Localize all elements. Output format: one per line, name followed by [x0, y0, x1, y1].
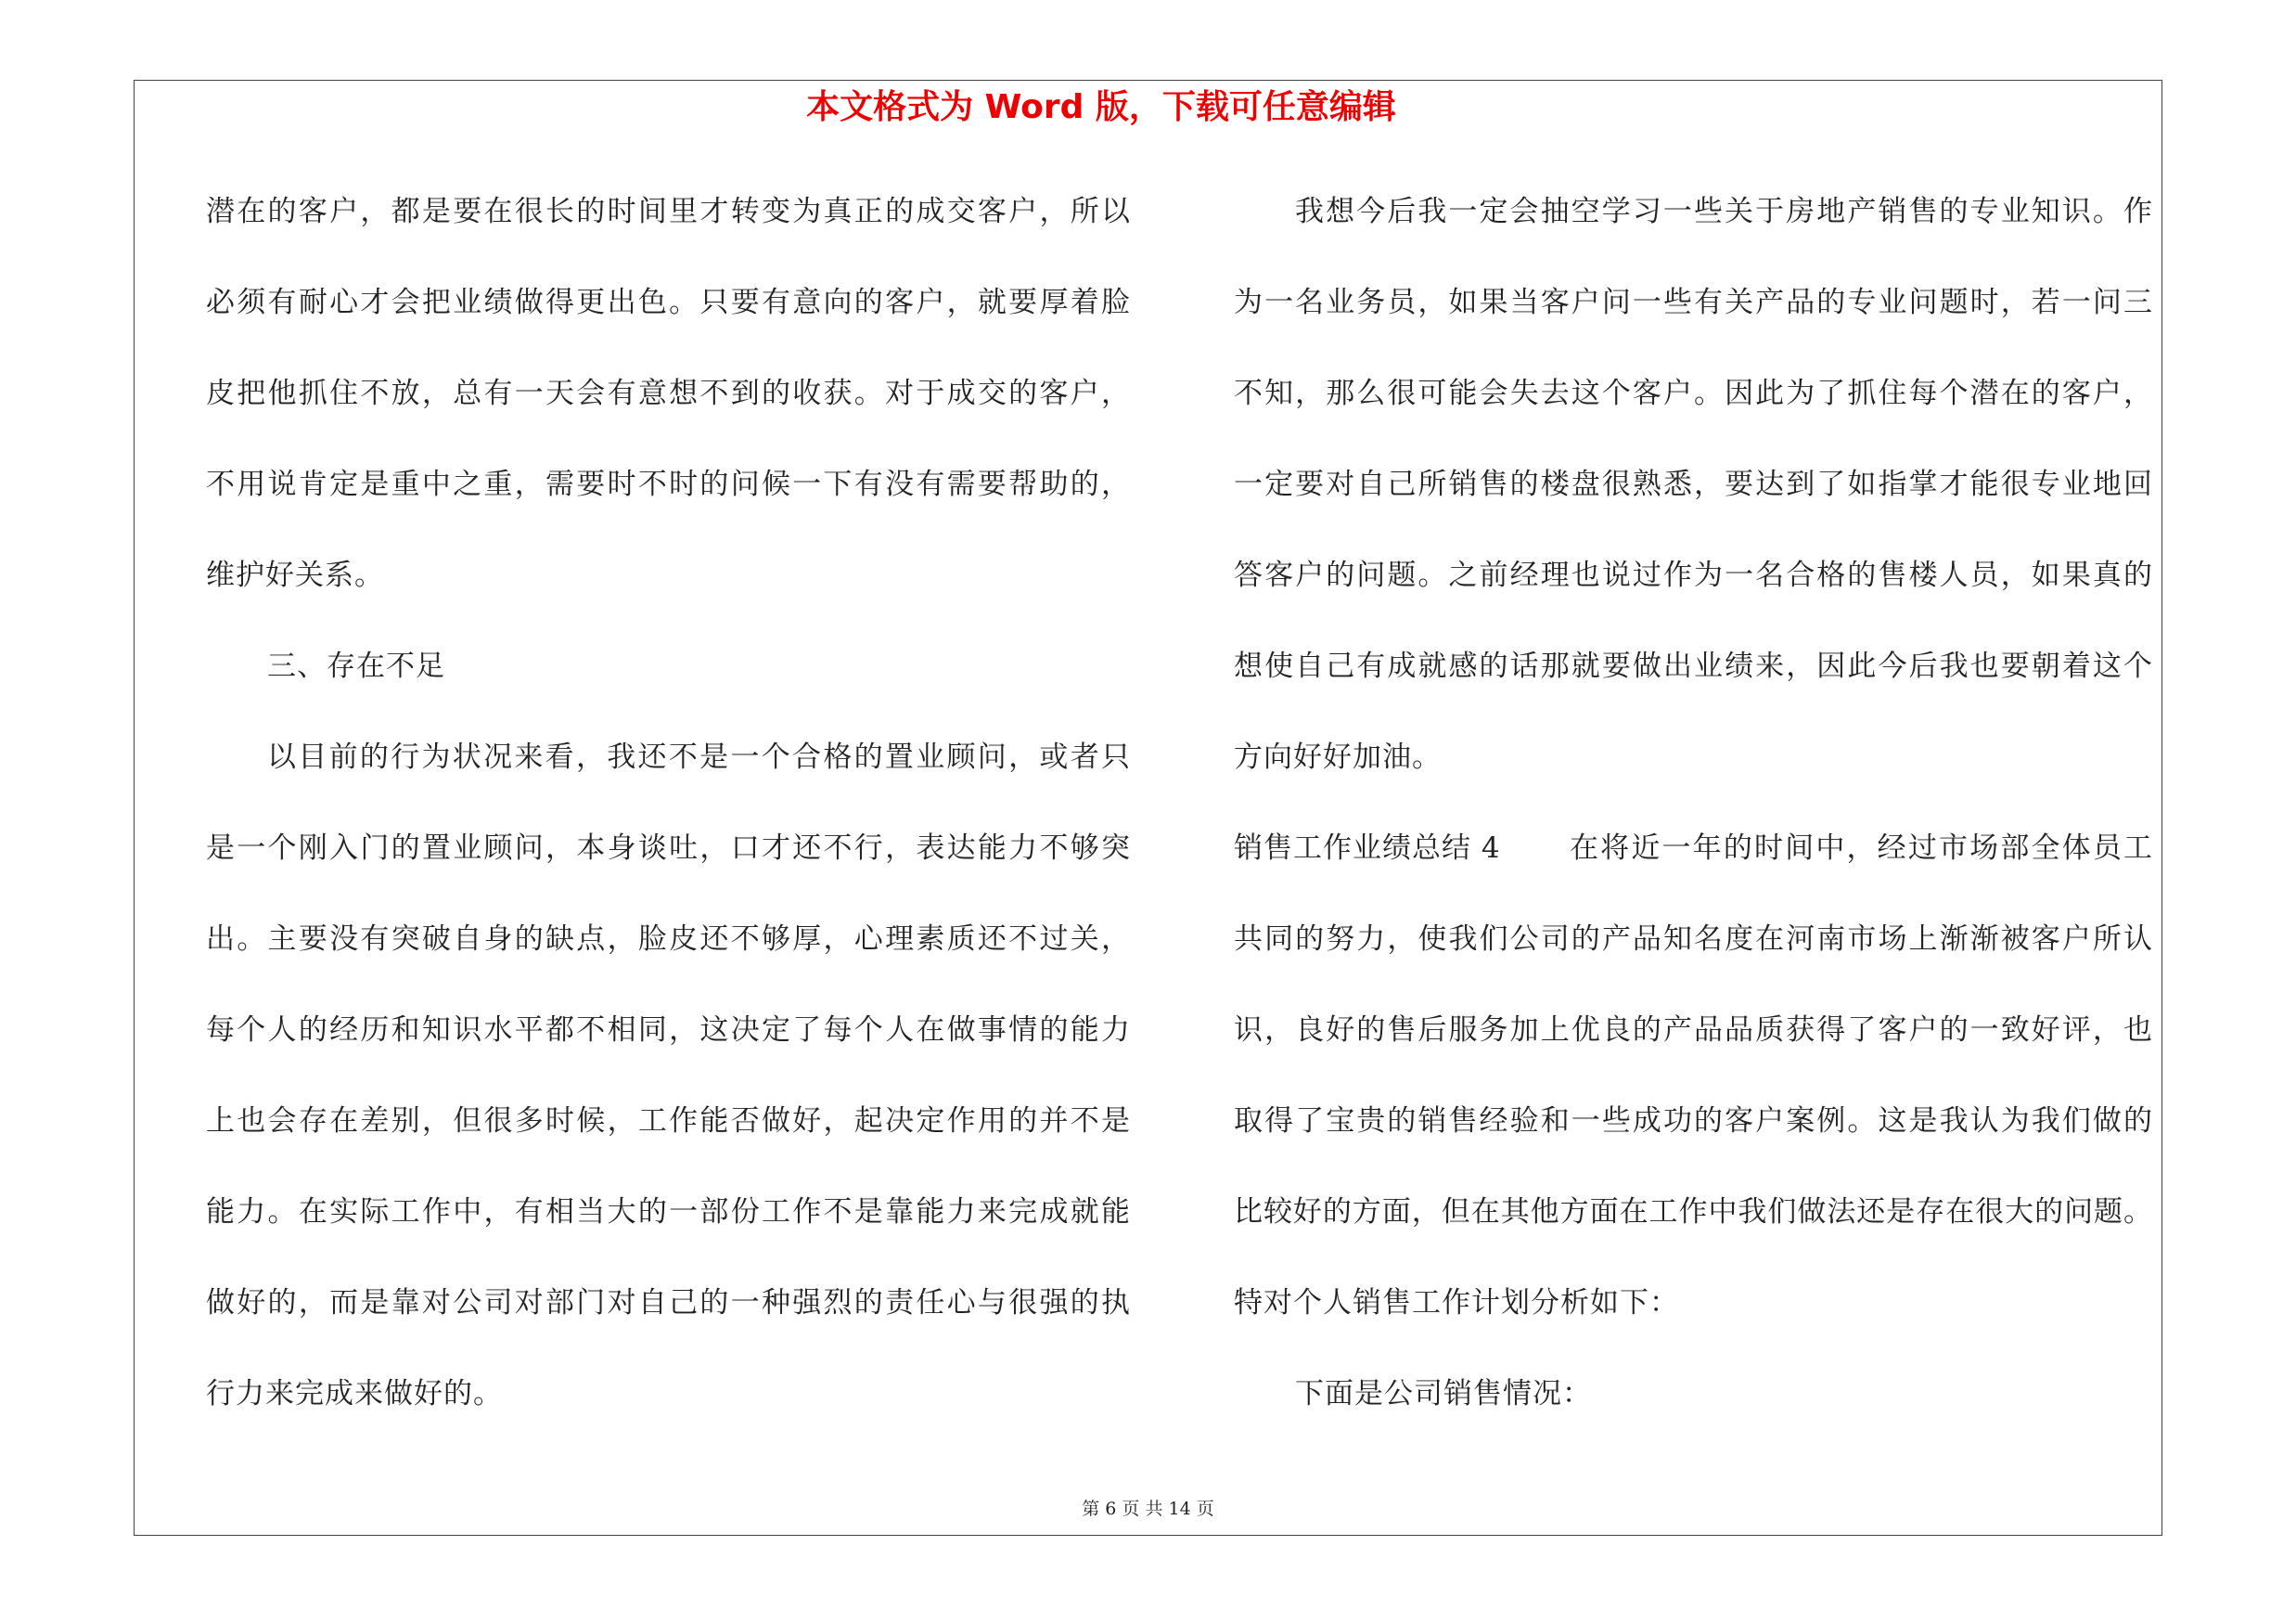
document-header-notice: 本文格式为 Word 版，下载可任意编辑 [806, 88, 1396, 126]
left-column-line: 做好的，而是靠对公司对部门对自己的一种强烈的责任心与很强的执 [206, 1286, 1130, 1320]
right-column-line: 想使自己有成就感的话那就要做出业绩来，因此今后我也要朝着这个 [1234, 650, 2152, 683]
inline-section-text: 在将近一年的时间中，经过市场部全体员工 [1570, 831, 2152, 865]
left-column-line: 行力来完成来做好的。 [206, 1377, 503, 1410]
right-column-line: 方向好好加油。 [1234, 741, 1442, 774]
right-column-line [1234, 803, 2152, 894]
right-column-line: 比较好的方面，但在其他方面在工作中我们做法还是存在很大的问题。 [1234, 1195, 2152, 1229]
inline-section-heading: 销售工作业绩总结 4 [1234, 831, 1501, 865]
right-column-line: 共同的努力，使我们公司的产品知名度在河南市场上渐渐被客户所认 [1234, 922, 2152, 956]
left-column-line: 能力。在实际工作中，有相当大的一部份工作不是靠能力来完成就能 [206, 1195, 1130, 1229]
right-column-line: 特对个人销售工作计划分析如下： [1234, 1286, 1679, 1320]
right-column-line: 我想今后我一定会抽空学习一些关于房地产销售的专业知识。作 [1295, 195, 2152, 228]
left-column-line: 每个人的经历和知识水平都不相同，这决定了每个人在做事情的能力 [206, 1013, 1130, 1047]
left-column-line: 必须有耐心才会把业绩做得更出色。只要有意向的客户，就要厚着脸 [206, 286, 1130, 319]
right-column-line: 下面是公司销售情况： [1295, 1377, 1592, 1410]
left-column-line: 不用说肯定是重中之重，需要时不时的问候一下有没有需要帮助的， [206, 468, 1130, 501]
section-heading: 三、存在不足 [267, 650, 445, 683]
right-column-line: 识，良好的售后服务加上优良的产品品质获得了客户的一致好评，也 [1234, 1013, 2152, 1047]
left-column-line: 以目前的行为状况来看，我还不是一个合格的置业顾问，或者只 [267, 741, 1130, 774]
right-column-line: 取得了宝贵的销售经验和一些成功的客户案例。这是我认为我们做的 [1234, 1104, 2152, 1138]
right-column-line: 答客户的问题。之前经理也说过作为一名合格的售楼人员，如果真的 [1234, 559, 2152, 592]
left-column-line: 是一个刚入门的置业顾问，本身谈吐，口才还不行，表达能力不够突 [206, 831, 1130, 865]
left-column-line: 上也会存在差别，但很多时候，工作能否做好，起决定作用的并不是 [206, 1104, 1130, 1138]
right-column-line: 一定要对自己所销售的楼盘很熟悉，要达到了如指掌才能很专业地回 [1234, 468, 2152, 501]
left-column-line: 皮把他抓住不放，总有一天会有意想不到的收获。对于成交的客户， [206, 377, 1130, 410]
left-column-line: 出。主要没有突破自身的缺点，脸皮还不够厚，心理素质还不过关， [206, 922, 1130, 956]
right-column [1234, 166, 2152, 1439]
right-column-line: 不知，那么很可能会失去这个客户。因此为了抓住每个潜在的客户， [1234, 377, 2152, 410]
page-number-footer: 第 6 页 共 14 页 [1082, 1499, 1214, 1519]
left-column-line: 潜在的客户，都是要在很长的时间里才转变为真正的成交客户，所以 [206, 195, 1130, 228]
right-column-line: 为一名业务员，如果当客户问一些有关产品的专业问题时，若一问三 [1234, 286, 2152, 319]
left-column-line: 维护好关系。 [206, 559, 384, 592]
left-column [206, 166, 1130, 1439]
